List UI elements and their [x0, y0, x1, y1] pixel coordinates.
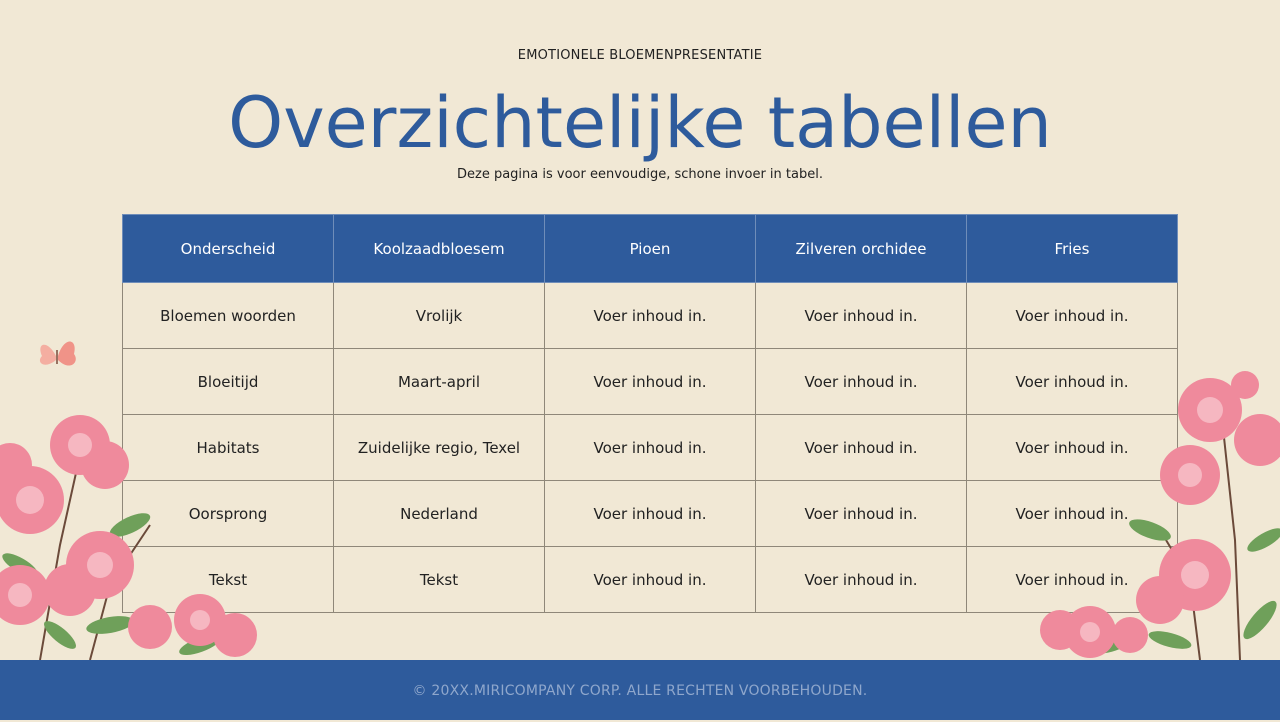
table-cell: Voer inhoud in. — [967, 547, 1178, 613]
table-cell: Bloemen woorden — [123, 283, 334, 349]
header-cell: Koolzaadbloesem — [334, 215, 545, 283]
table-cell: Voer inhoud in. — [756, 349, 967, 415]
page-title: Overzichtelijke tabellen — [228, 82, 1052, 164]
table-cell: Voer inhoud in. — [756, 415, 967, 481]
table-cell: Voer inhoud in. — [545, 349, 756, 415]
table-cell: Voer inhoud in. — [545, 415, 756, 481]
table-cell: Voer inhoud in. — [545, 547, 756, 613]
page-subtitle: Deze pagina is voor eenvoudige, schone invoer in tabel. — [457, 167, 823, 182]
table-cell: Oorsprong — [123, 481, 334, 547]
table-cell: Voer inhoud in. — [545, 481, 756, 547]
table-cell: Maart-april — [334, 349, 545, 415]
azalea-flowers-right — [1020, 360, 1280, 660]
footer-copyright: © 20XX.MIRICOMPANY CORP. ALLE RECHTEN VOORBEHOUDEN. — [0, 660, 1280, 720]
table-cell: Habitats — [123, 415, 334, 481]
header-cell: Onderscheid — [123, 215, 334, 283]
table-cell: Voer inhoud in. — [545, 283, 756, 349]
table-cell: Voer inhoud in. — [756, 283, 967, 349]
table-cell: Voer inhoud in. — [967, 415, 1178, 481]
table-cell: Bloeitijd — [123, 349, 334, 415]
table-cell: Voer inhoud in. — [756, 481, 967, 547]
butterfly-illustration — [34, 330, 84, 380]
table-cell: Vrolijk — [334, 283, 545, 349]
azalea-flowers-left — [0, 395, 270, 660]
table-cell: Voer inhoud in. — [967, 481, 1178, 547]
table-cell: Voer inhoud in. — [967, 349, 1178, 415]
table-cell: Nederland — [334, 481, 545, 547]
table-row — [123, 283, 1178, 349]
header-cell: Pioen — [545, 215, 756, 283]
header-cell: Fries — [967, 215, 1178, 283]
table-cell: Voer inhoud in. — [756, 547, 967, 613]
table-cell: Tekst — [334, 547, 545, 613]
table-cell: Voer inhoud in. — [967, 283, 1178, 349]
table-cell: Tekst — [123, 547, 334, 613]
header-cell: Zilveren orchidee — [756, 215, 967, 283]
table-cell: Zuidelijke regio, Texel — [334, 415, 545, 481]
table-header-row — [123, 215, 1178, 283]
eyebrow-label: EMOTIONELE BLOEMENPRESENTATIE — [517, 48, 763, 63]
